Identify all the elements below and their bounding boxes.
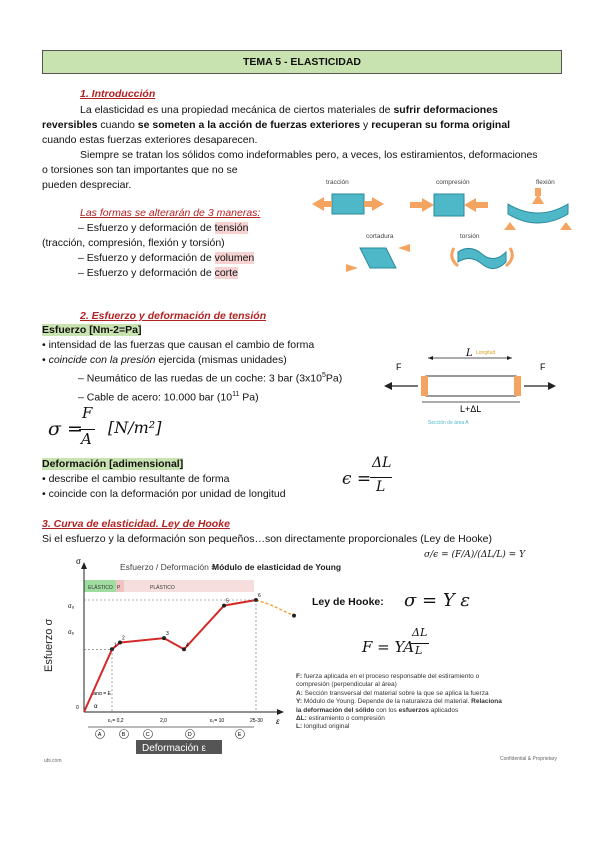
series-fractura — [256, 600, 294, 616]
region-label-p: P — [117, 585, 121, 591]
deformacion-list: • describe el cambio resultante de forma • coincide con la deformación por unidad de longitud — [42, 473, 286, 500]
y-tick-su: σᵤ — [68, 604, 74, 610]
chart-title-a: Esfuerzo / Deformación = — [120, 562, 217, 572]
esfuerzo-label: Esfuerzo [Nm-2=Pa] — [42, 324, 142, 336]
traccion-icon — [312, 194, 384, 214]
intro-heading: 1. Introducción — [80, 88, 156, 100]
zone-label-E: E — [237, 732, 242, 738]
length-label: L — [466, 348, 473, 359]
region-label-elastico: ELÁSTICO — [88, 585, 113, 591]
point-label-6: 6 — [258, 593, 261, 599]
footer-left: ubi.com — [44, 758, 62, 764]
deformacion-label: Deformación [adimensional] — [42, 458, 184, 470]
hooke-intro: Si el esfuerzo y la deformación son pequeños…son directamente proporcionales (Ley de Hooke) — [42, 533, 493, 545]
compresion-icon — [410, 194, 488, 216]
flexion-icon — [504, 188, 572, 230]
hooke-legend: F: fuerza aplicada en el proceso responsable del estiramiento o compresión (perpendicular al área) A: Sección transversal del material sobre la que se aplica la fuerza Y: Módulo de Young. Depende de la naturaleza del material. Relaciona la deformación del sólido con los esfuerzos aplicados ΔL: estiramiento o compresión L: longitud original — [296, 673, 502, 731]
intro-paragraph-1: La elasticidad es una propiedad mecánica de ciertos materiales de sufrir deformaciones reversibles cuando se someten a la acción de fuerzas exteriores y recuperan su forma original cuando estas fuerzas exteriores desaparecen. — [42, 104, 511, 146]
area-note: Sección de área A — [428, 420, 469, 426]
point-label-4: 4 — [186, 642, 189, 649]
zone-label-A: A — [97, 732, 102, 738]
point-label-1: 1 — [114, 642, 117, 649]
label-cortadura: cortadura — [366, 233, 394, 240]
zone-label-D: D — [187, 732, 192, 738]
point-label-3: 3 — [166, 631, 169, 638]
x-tick-4: 25-30 — [250, 718, 263, 724]
hooke-heading: 3. Curva de elasticidad. Ley de Hooke — [42, 518, 230, 530]
point-label-5: 5 — [226, 598, 229, 605]
x-tick-1: ε₀= 0,2 — [108, 718, 124, 724]
curves — [84, 600, 294, 712]
zone-markers — [88, 727, 254, 739]
y-axis-symbol: σ — [76, 557, 81, 566]
length-note: Longitud — [476, 350, 496, 356]
point-label-2: 2 — [122, 635, 125, 642]
cortadura-icon — [346, 244, 410, 272]
label-traccion: tracción — [326, 179, 349, 186]
deformation-types-illustration — [310, 174, 580, 276]
tension-heading: 2. Esfuerzo y deformación de tensión — [80, 310, 267, 322]
forms-list: – Esfuerzo y deformación de tensión (tracción, compresión, flexión y torsión) – Esfuerzo y deformación de volumen – Esfuerzo y deformación de corte — [42, 222, 255, 279]
y-tick-se: σₑ — [68, 630, 74, 636]
point-7 — [292, 614, 296, 618]
torsion-icon — [452, 248, 513, 269]
region-label-plastico: PLÁSTICO — [150, 585, 175, 591]
zone-label-B: B — [121, 732, 126, 738]
chart-title-b: Módulo de elasticidad de Young — [212, 562, 342, 572]
slope-label: tanα = E — [92, 691, 111, 697]
region-plastico — [124, 580, 254, 592]
label-torsion: torsión — [460, 233, 480, 240]
y-axis-title: Esfuerzo σ — [43, 618, 55, 672]
force-left-label: F — [396, 362, 402, 372]
point-label-0: 0 — [76, 705, 79, 711]
forms-heading: Las formas se alterarán de 3 maneras: — [80, 207, 261, 219]
x-tick-2: 2,0 — [160, 718, 167, 724]
label-flexion: flexión — [536, 179, 555, 186]
ley-hooke-formula: σ = Y ε — [404, 590, 471, 611]
young-ratio-formula: σ/ϵ = (F/A)/(ΔL/L) = Y — [424, 550, 526, 560]
x-axis-symbol: ε — [276, 717, 280, 726]
x-axis-title: Deformación ε — [142, 743, 206, 754]
stress-strain-chart — [40, 552, 342, 762]
ley-hooke-label: Ley de Hooke: — [312, 596, 384, 608]
label-compresion: compresión — [436, 179, 470, 186]
angle-label: α — [94, 704, 98, 710]
intro-paragraph-2: Siempre se tratan los sólidos como indeformables pero, a veces, los estiramientos, deformaciones o torsiones son tan importantes que no se pueden despreciar. — [42, 149, 538, 191]
footer-right: Confidential & Proprietary — [500, 756, 557, 762]
tension-bar-diagram — [380, 340, 560, 432]
length-plus-delta-label: L+ΔL — [460, 404, 482, 414]
esfuerzo-list: • intensidad de las fuerzas que causan el cambio de forma • coincide con la presión ejercida (mismas unidades) – Neumático de las ruedas de un coche: 3 bar $(3x10^5Pa)$ – Cable de acero: 10.000 bar ($10^{11}$ Pa) — [42, 339, 343, 403]
zone-label-C: C — [145, 732, 150, 738]
force-right-label: F — [540, 362, 546, 372]
page-title: TEMA 5 - ELASTICIDAD — [42, 50, 562, 74]
x-tick-3: ε₀= 10 — [210, 718, 225, 724]
